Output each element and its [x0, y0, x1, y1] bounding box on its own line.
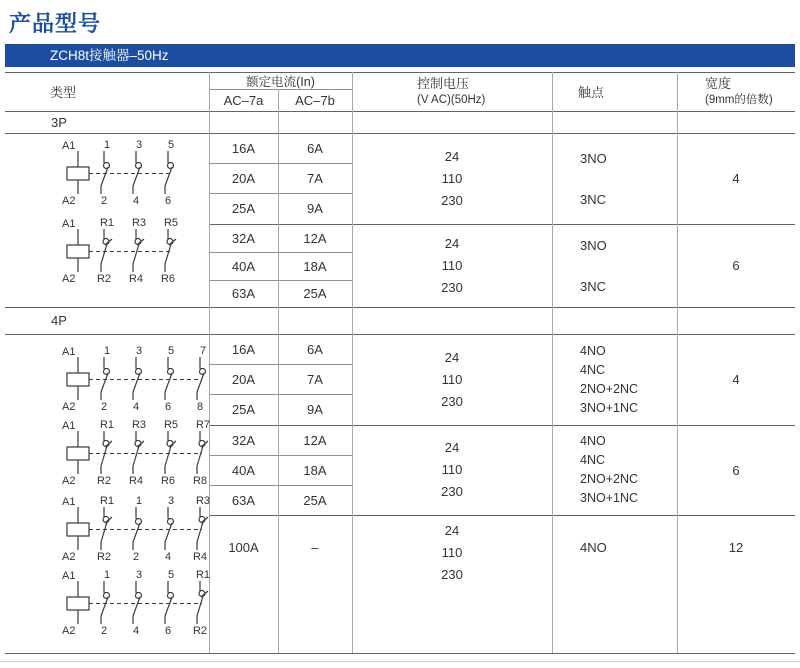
svg-text:4: 4 — [164, 551, 172, 563]
svg-text:R1: R1 — [99, 217, 115, 229]
svg-text:R6: R6 — [160, 273, 176, 285]
contact-config: 3NC — [580, 191, 607, 207]
ac7b-value: 7A — [307, 170, 323, 186]
voltage-value: 24 — [444, 349, 460, 365]
contact-config: 4NC — [580, 362, 606, 377]
ac7a-value: 25A — [231, 402, 256, 417]
svg-text:R8: R8 — [192, 475, 208, 487]
ac7b-value: 12A — [303, 230, 327, 246]
ac7b-value: 25A — [303, 492, 327, 508]
voltage-value: 24 — [444, 440, 460, 455]
ac7a-value: 40A — [231, 462, 256, 478]
svg-text:5: 5 — [167, 569, 175, 581]
width-value: 4 — [732, 372, 740, 387]
ac7b-value: 25A — [303, 286, 327, 301]
circuit-diagram-4p-2no2nc — [58, 492, 226, 564]
svg-text:4: 4 — [132, 625, 140, 637]
circuit-diagram-3p-3no — [58, 136, 194, 208]
voltage-list — [352, 334, 552, 425]
svg-text:R4: R4 — [128, 475, 144, 487]
svg-text:A1: A1 — [62, 218, 76, 230]
svg-text:5: 5 — [167, 345, 175, 357]
svg-text:R5: R5 — [163, 217, 179, 229]
contact-config: 3NO — [580, 150, 607, 166]
page-title: 产品型号 — [9, 11, 102, 36]
svg-text:A1: A1 — [62, 570, 76, 582]
ac7a-value: 16A — [231, 341, 256, 357]
ac7b-value: 18A — [303, 258, 327, 274]
ac7a-value: 25A — [231, 201, 256, 216]
ac7a-value: 63A — [231, 286, 256, 301]
ac7b-value: 6A — [307, 140, 323, 156]
voltage-value: 230 — [441, 192, 463, 208]
svg-text:A1: A1 — [62, 346, 76, 358]
svg-text:1: 1 — [103, 569, 111, 581]
header-ac7b: AC–7b — [295, 92, 335, 108]
svg-text:6: 6 — [164, 195, 172, 207]
contacts-list — [552, 425, 677, 515]
width-value: 6 — [732, 258, 740, 273]
voltage-value: 230 — [441, 393, 463, 409]
svg-text:1: 1 — [135, 495, 143, 507]
svg-text:A2: A2 — [62, 273, 76, 285]
voltage-value: 110 — [441, 545, 463, 560]
contacts-list — [552, 224, 677, 307]
header-width-line2: (9mm的倍数) — [705, 93, 773, 106]
voltage-value: 110 — [441, 462, 463, 477]
header-width — [677, 72, 795, 111]
svg-text:6: 6 — [164, 401, 172, 413]
section-label-3p: 3P — [51, 114, 67, 130]
header-control-voltage — [352, 72, 552, 111]
svg-text:3: 3 — [135, 569, 143, 581]
voltage-list — [352, 515, 552, 591]
header-rated-current: 额定电流(In) — [246, 74, 315, 89]
svg-text:R3: R3 — [131, 217, 147, 229]
voltage-value: 24 — [444, 235, 460, 251]
voltage-value: 110 — [441, 371, 463, 387]
contact-config: 3NO — [580, 237, 607, 253]
svg-text:R6: R6 — [160, 475, 176, 487]
header-type: 类型 — [50, 85, 77, 100]
svg-text:2: 2 — [132, 551, 140, 563]
contact-config: 4NO — [580, 434, 606, 448]
svg-text:3: 3 — [167, 495, 175, 507]
width-value: 6 — [732, 462, 740, 478]
svg-text:A2: A2 — [62, 195, 76, 207]
svg-text:3: 3 — [135, 345, 143, 357]
width-value: 12 — [728, 540, 744, 555]
svg-text:R3: R3 — [195, 495, 211, 507]
header-control-voltage-line1: 控制电压 — [417, 75, 470, 91]
voltage-value: 230 — [441, 484, 463, 499]
svg-text:2: 2 — [100, 195, 108, 207]
contacts-list — [552, 133, 677, 224]
voltage-list — [352, 425, 552, 515]
svg-text:2: 2 — [100, 401, 108, 413]
product-series-banner: ZCH8t接触器–50Hz — [5, 44, 795, 67]
circuit-diagram-4p-4no — [58, 342, 226, 414]
voltage-list — [352, 133, 552, 224]
svg-text:A2: A2 — [62, 475, 76, 487]
svg-text:3: 3 — [135, 139, 143, 151]
svg-text:R1: R1 — [99, 495, 115, 507]
voltage-list — [352, 224, 552, 307]
svg-text:A1: A1 — [62, 420, 76, 432]
svg-text:A1: A1 — [62, 496, 76, 508]
table-border-bottom — [5, 653, 795, 654]
svg-text:6: 6 — [164, 625, 172, 637]
ac7b-value: 6A — [307, 341, 323, 357]
svg-text:R4: R4 — [128, 273, 144, 285]
svg-text:4: 4 — [132, 401, 140, 413]
contact-config: 4NO — [580, 540, 607, 555]
contact-config: 2NO+2NC — [580, 472, 639, 486]
svg-text:5: 5 — [167, 139, 175, 151]
svg-text:4: 4 — [132, 195, 140, 207]
voltage-value: 24 — [444, 523, 460, 538]
section-label-4p: 4P — [51, 313, 67, 328]
ac7b-value: 9A — [307, 201, 323, 216]
contact-config: 4NC — [580, 453, 606, 467]
contact-config: 4NO — [580, 343, 606, 358]
svg-text:A2: A2 — [62, 551, 76, 563]
voltage-value: 110 — [441, 257, 463, 273]
ac7b-value: 9A — [307, 402, 323, 417]
svg-text:2: 2 — [100, 625, 108, 637]
ac7b-value: 18A — [303, 462, 327, 478]
svg-text:R2: R2 — [96, 475, 112, 487]
svg-text:R2: R2 — [96, 273, 112, 285]
contact-config: 3NO+1NC — [580, 400, 639, 415]
voltage-value: 110 — [441, 170, 463, 186]
header-ac7a: AC–7a — [223, 92, 264, 108]
svg-text:1: 1 — [103, 345, 111, 357]
svg-text:7: 7 — [199, 345, 207, 357]
svg-text:R2: R2 — [96, 551, 112, 563]
page-divider — [0, 661, 800, 662]
contact-config: 3NO+1NC — [580, 491, 639, 505]
voltage-value: 230 — [441, 567, 463, 582]
contacts-list — [552, 515, 677, 580]
svg-text:A1: A1 — [62, 140, 76, 152]
ac7a-value: 16A — [231, 140, 256, 156]
svg-text:A2: A2 — [62, 401, 76, 413]
svg-text:R1: R1 — [195, 569, 211, 581]
circuit-diagram-4p-3no1nc — [58, 566, 226, 638]
ac7a-value: 100A — [228, 540, 259, 555]
ac7a-value: 40A — [231, 258, 256, 274]
ac7b-value: 7A — [307, 371, 323, 387]
width-value: 4 — [732, 171, 740, 186]
ac7a-value: 20A — [231, 371, 256, 387]
header-contacts: 触点 — [578, 85, 605, 100]
header-control-voltage-line2: (V AC)(50Hz) — [417, 93, 486, 106]
header-width-line1: 宽度 — [705, 75, 732, 91]
svg-text:R3: R3 — [131, 419, 147, 431]
voltage-value: 24 — [444, 148, 460, 164]
svg-text:R1: R1 — [99, 419, 115, 431]
svg-text:R2: R2 — [192, 625, 208, 637]
svg-text:8: 8 — [196, 401, 204, 413]
ac7b-value: 12A — [303, 432, 327, 448]
voltage-value: 230 — [441, 279, 463, 295]
svg-text:1: 1 — [103, 139, 111, 151]
contacts-list — [552, 334, 677, 425]
svg-text:A2: A2 — [62, 625, 76, 637]
ac7a-value: 32A — [231, 230, 256, 246]
contact-config: 2NO+2NC — [580, 381, 639, 396]
svg-text:R4: R4 — [192, 551, 208, 563]
ac7a-value: 32A — [231, 432, 256, 448]
ac7a-value: 63A — [231, 492, 256, 508]
svg-text:R5: R5 — [163, 419, 179, 431]
contact-config: 3NC — [580, 278, 607, 294]
circuit-diagram-4p-4nc — [58, 416, 226, 488]
ac7b-value: – — [311, 540, 319, 555]
svg-text:R7: R7 — [195, 419, 211, 431]
ac7a-value: 20A — [231, 170, 256, 186]
circuit-diagram-3p-3nc — [58, 214, 194, 286]
